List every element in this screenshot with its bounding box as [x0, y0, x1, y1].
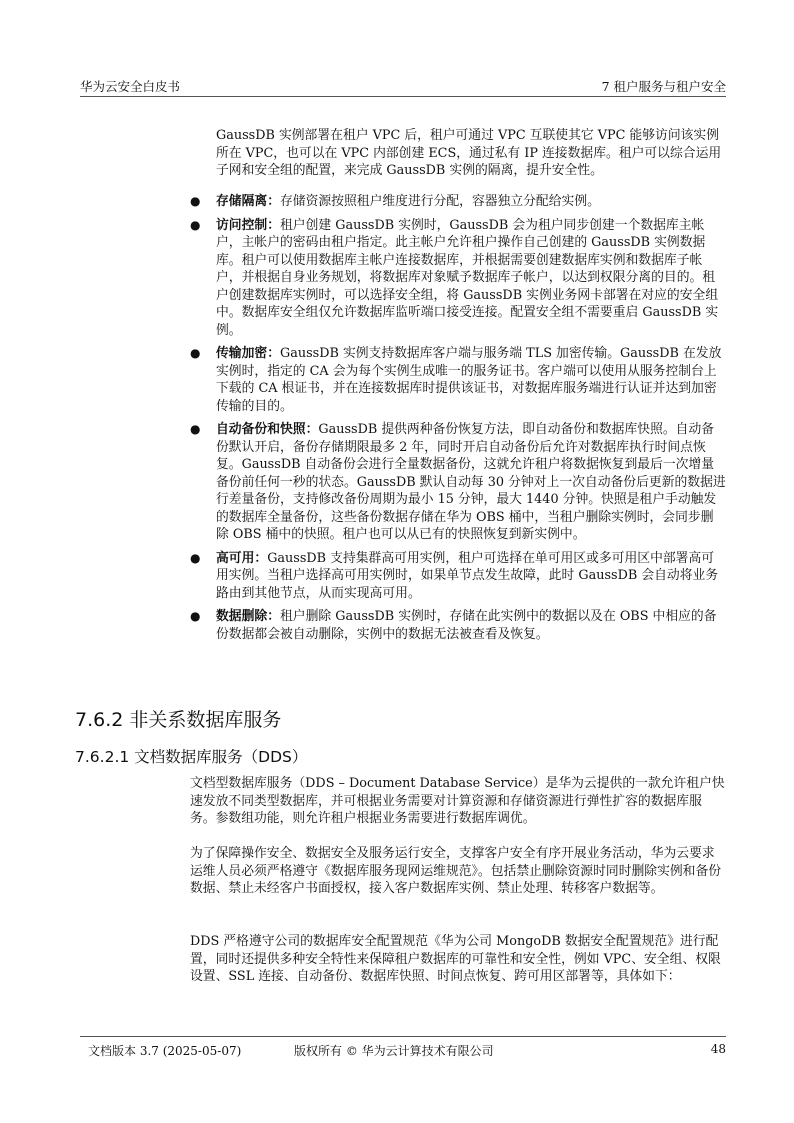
bullet-term: 存储隔离： — [216, 194, 280, 209]
header-rule — [80, 96, 726, 97]
bullet-dot-icon: ● — [190, 550, 201, 565]
list-item — [190, 550, 726, 603]
list-item — [190, 193, 726, 211]
page-header — [80, 77, 726, 95]
bullet-dot-icon: ● — [190, 194, 201, 208]
bullet-text: 存储资源按照租户维度进行分配，容器独立分配给实例。 — [279, 194, 600, 209]
footer-version: 文档版本 3.7 (2025-05-07) — [88, 1044, 242, 1058]
page-footer — [88, 1042, 726, 1060]
bullet-dot-icon: ● — [190, 609, 201, 623]
list-item — [190, 345, 726, 415]
bullet-term: 高可用： — [216, 550, 268, 566]
bullet-list — [190, 193, 726, 649]
bullet-term: 传输加密： — [216, 346, 280, 361]
bullet-text: GaussDB 实例支持数据库客户端与服务端 TLS 加密传输。GaussDB 在发放实例时，指定的 CA 会为每个实例生成唯一的服务证书。客户端可以使用从服务控制台上下载的 CA 根证书，并在连接数据库时提供该证书，对数据库服务端进行认证并达到加密传输的目的。 — [216, 346, 722, 414]
bullet-text: 租户删除 GaussDB 实例时，存储在此实例中的数据以及在 OBS 中相应的备份数据都会被自动删除，实例中的数据无法被查看及恢复。 — [216, 609, 717, 642]
page-number: 48 — [710, 1042, 726, 1056]
list-item — [190, 217, 726, 340]
lead-paragraph: GaussDB 实例部署在租户 VPC 后，租户可通过 VPC 互联使其它 VPC 能够访问该实例所在 VPC，也可以在 VPC 内部创建 ECS，通过私有 IP 连接数据库。租户可以综合运用子网和安全组的配置，来完成 GaussDB 实例的隔离，提升安全性。 — [216, 128, 722, 178]
bullet-term: 自动备份和快照： — [216, 422, 319, 437]
header-doc-title: 华为云安全白皮书 — [80, 79, 181, 94]
bullet-term: 数据删除： — [216, 609, 280, 624]
footer-copyright: 版权所有 © 华为云计算技术有限公司 — [294, 1044, 494, 1058]
section-heading: 7.6.2 非关系数据库服务 — [75, 709, 282, 731]
bullet-dot-icon: ● — [190, 346, 201, 360]
body-paragraph: 文档型数据库服务（DDS – Document Database Service）是华为云提供的一款允许租户快速发放不同类型数据库，并可根据业务需要对计算资源和存储资源进行弹性扩容的数据库服务。参数组功能，则允许租户根据业务需要进行数据库调优。 — [190, 776, 725, 826]
bullet-text: GaussDB 提供两种备份恢复方法，即自动备份和数据库快照。自动备份默认开启，备份存储期限最多 2 年，同时开启自动备份后允许对数据库执行时间点恢复。GaussDB 自动备份会进行全量数据备份，这就允许租户将数据恢复到最后一次增量备份前任何一秒的状态。GaussDB 默认自动每 30 分钟对上一次自动备份后更新的数据进行差量备份，支持修改备份周期为最小 15 分钟，最大 1440 分钟。快照是租户手动触发的数据库全量备份，这些备份数据存储在华为 OBS 桶中，当租户删除实例时，会同步删除 OBS 桶中的快照。租户也可以从已有的快照恢复到新实例中。 — [216, 422, 726, 542]
bullet-term: 访问控制： — [216, 217, 280, 233]
bullet-dot-icon: ● — [190, 217, 201, 232]
footer-rule — [80, 1036, 726, 1037]
body-paragraph: DDS 严格遵守公司的数据库安全配置规范《华为公司 MongoDB 数据安全配置规范》进行配置，同时还提供多种安全特性来保障租户数据库的可靠性和安全性，例如 VPC、安全组、权限设置、SSL 连接、自动备份、数据库快照、时间点恢复、跨可用区部署等，具体如下： — [190, 934, 721, 984]
header-chapter-title: 7 租户服务与租户安全 — [601, 79, 726, 94]
list-item — [190, 421, 726, 544]
body-paragraph: 为了保障操作安全、数据安全及服务运行安全，支撑客户安全有序开展业务活动，华为云要求运维人员必须严格遵守《数据库服务现网运维规范》。包括禁止删除资源时同时删除实例和备份数据、禁止未经客户书面授权，接入客户数据库实例、禁止处理、转移客户数据等。 — [190, 846, 722, 896]
bullet-dot-icon: ● — [190, 422, 201, 436]
subsection-heading: 7.6.2.1 文档数据库服务（DDS） — [75, 748, 308, 766]
bullet-text: GaussDB 支持集群高可用实例，租户可选择在单可用区或多可用区中部署高可用实例。当租户选择高可用实例时，如果单节点发生故障，此时 GaussDB 会自动将业务路由到其他节点，从而实现高可用。 — [216, 550, 719, 601]
list-item — [190, 608, 726, 643]
bullet-text: 租户创建 GaussDB 实例时，GaussDB 会为租户同步创建一个数据库主帐户，主帐户的密码由租户指定。此主帐户允许租户操作自己创建的 GaussDB 实例数据库。租户可以使用数据库主帐户连接数据库，并根据需要创建数据库实例和数据库子帐户，并根据自身业务规划，将数据库对象赋予数据库子帐户，以达到权限分离的目的。租户创建数据库实例时，可以选择安全组，将 GaussDB 实例业务网卡部署在对应的安全组中。数据库安全组仅允许数据库监听端口接受连接。配置安全组不需要重启 GaussDB 实例。 — [216, 217, 719, 338]
